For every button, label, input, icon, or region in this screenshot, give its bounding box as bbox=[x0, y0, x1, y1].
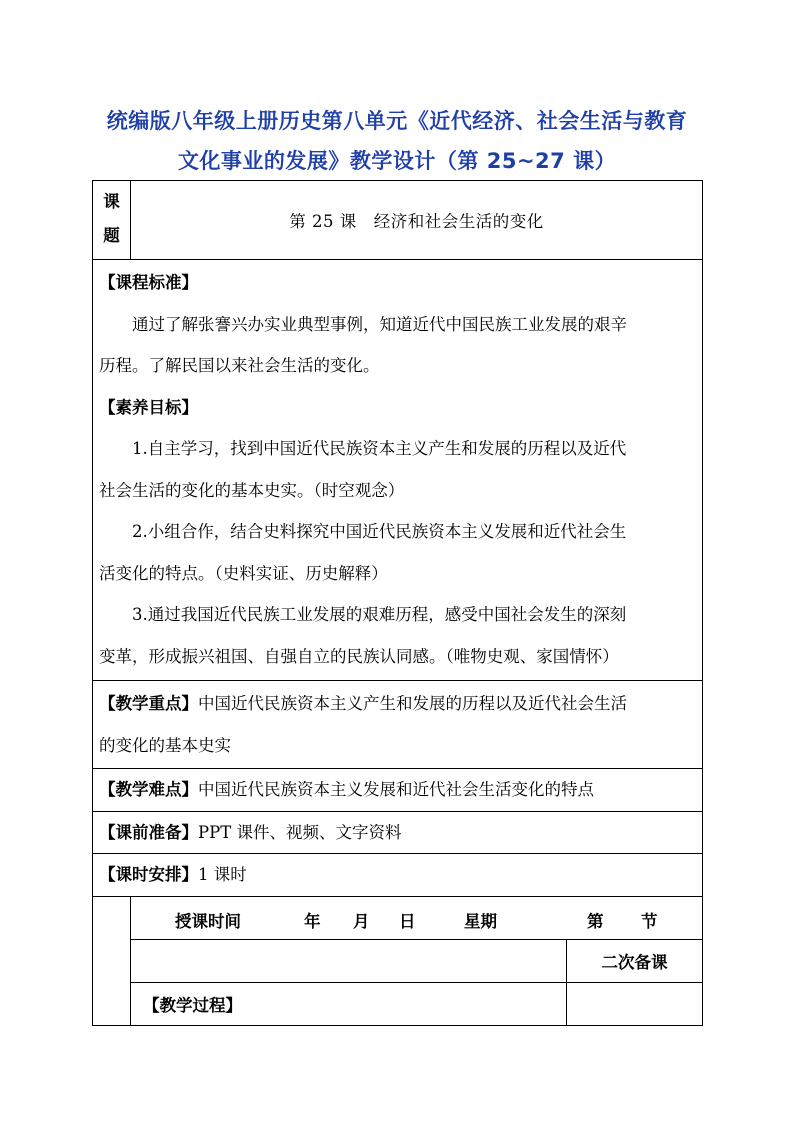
goal-1-line-1: 1.自主学习，找到中国近代民族资本主义产生和发展的历程以及近代 bbox=[132, 439, 627, 458]
month-label: 月 bbox=[353, 911, 370, 931]
key-points-cell bbox=[93, 681, 703, 769]
schedule-time-cell bbox=[131, 896, 703, 939]
schedule-time-line bbox=[131, 897, 702, 939]
second-prep-blank bbox=[131, 939, 567, 982]
curriculum-standard-line-1: 通过了解张謇兴办实业典型事例，知道近代中国民族工业发展的艰辛 bbox=[132, 314, 627, 334]
preparation-text: PPT 课件、视频、文字资料 bbox=[198, 822, 402, 842]
difficult-points-row bbox=[93, 769, 703, 812]
process-row bbox=[93, 982, 703, 1025]
second-prep-label: 二次备课 bbox=[567, 939, 703, 982]
difficult-points-heading: 【教学难点】 bbox=[99, 780, 198, 799]
preparation-row bbox=[93, 811, 703, 854]
literacy-goals-heading: 【素养目标】 bbox=[99, 397, 198, 417]
key-points-line-1 bbox=[99, 683, 696, 725]
preparation-cell bbox=[93, 811, 703, 854]
goal-2-line-1: 2.小组合作，结合史料探究中国近代民族资本主义发展和近代社会生 bbox=[132, 522, 627, 541]
process-heading: 【教学过程】 bbox=[131, 982, 567, 1025]
difficult-points-cell bbox=[93, 769, 703, 812]
period-prefix-label: 第 bbox=[587, 911, 604, 931]
schedule-left-margin bbox=[93, 896, 131, 1025]
standards-goals-cell bbox=[93, 260, 703, 681]
schedule-row bbox=[93, 896, 703, 939]
lesson-label-char-1: 课 bbox=[103, 192, 120, 211]
goal-1-line-2: 社会生活的变化的基本史实。（时空观念） bbox=[99, 480, 405, 500]
lesson-title: 第 25 课 经济和社会生活的变化 bbox=[131, 181, 703, 260]
lesson-plan-table bbox=[92, 180, 703, 1026]
year-label: 年 bbox=[304, 911, 321, 931]
second-prep-row bbox=[93, 939, 703, 982]
period-suffix-label: 节 bbox=[641, 911, 658, 931]
difficult-points-text: 中国近代民族资本主义发展和近代社会生活变化的特点 bbox=[198, 780, 594, 799]
key-points-text-2: 的变化的基本史实 bbox=[99, 735, 231, 755]
curriculum-standard-line-2: 历程。了解民国以来社会生活的变化。 bbox=[99, 356, 380, 375]
curriculum-standard-heading: 【课程标准】 bbox=[99, 273, 198, 292]
weekday-label: 星期 bbox=[464, 911, 497, 931]
process-notes-cell bbox=[567, 982, 703, 1025]
key-points-text-1: 中国近代民族资本主义产生和发展的历程以及近代社会生活 bbox=[198, 694, 627, 713]
standards-goals-row bbox=[93, 260, 703, 681]
lesson-label-char-2: 题 bbox=[103, 226, 120, 245]
day-label: 日 bbox=[399, 911, 416, 931]
goal-3-line-1: 3.通过我国近代民族工业发展的艰难历程，感受中国社会发生的深刻 bbox=[132, 605, 627, 624]
time-label: 授课时间 bbox=[175, 911, 241, 931]
class-hours-text: 1 课时 bbox=[198, 865, 247, 884]
class-hours-cell bbox=[93, 854, 703, 897]
class-hours-row bbox=[93, 854, 703, 897]
title-line-1: 统编版八年级上册历史第八单元《近代经济、社会生活与教育 bbox=[106, 109, 688, 133]
goal-3-line-2: 变革，形成振兴祖国、自强自立的民族认同感。（唯物史观、家国情怀） bbox=[99, 646, 619, 666]
preparation-heading: 【课前准备】 bbox=[99, 822, 198, 842]
goal-2-line-2: 活变化的特点。（史料实证、历史解释） bbox=[99, 563, 388, 583]
key-points-heading: 【教学重点】 bbox=[99, 694, 198, 713]
lesson-title-row bbox=[93, 181, 703, 260]
title-line-2: 文化事业的发展》教学设计（第 25~27 课） bbox=[177, 149, 617, 173]
class-hours-heading: 【课时安排】 bbox=[99, 865, 198, 884]
lesson-label bbox=[93, 181, 131, 260]
page-title bbox=[0, 101, 794, 181]
key-points-row bbox=[93, 681, 703, 769]
